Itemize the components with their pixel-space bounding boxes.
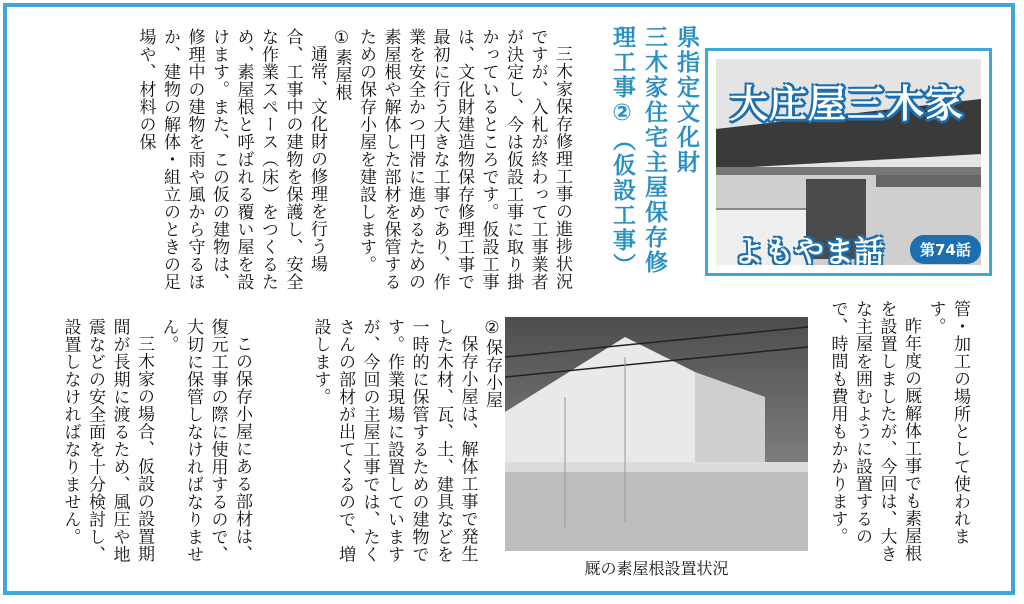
series-subtitle: よもやま話 — [734, 235, 884, 265]
scaffold-illustration — [505, 317, 808, 551]
section1-continued: 管・加工の場所として使われます。 — [925, 300, 970, 545]
house-photo — [716, 59, 981, 265]
section2-paragraph-3: 三木家の場合、仮設の設置期間が長期に渡るため、風圧や地震などの安全面を十分検討し、設置しなければなりません。 — [60, 318, 154, 563]
top-text-block — [14, 28, 574, 293]
section2-heading: ②保存小屋 — [482, 318, 502, 409]
series-title: 大庄屋三木家 — [730, 82, 965, 126]
series-badge — [705, 48, 992, 276]
intro-paragraph: 三木家保存修理工事の進捗状況ですが、入札が終わって工事業者が決定し、今は仮設工事に取り掛かっているところです。仮設工事は、文化財建造物保存修理工事で最初に行う大きな工事であり、作業を安全かつ円滑に進めるための素屋根や解体した部材を保管するための保存小屋を建設します。 — [356, 28, 572, 291]
section1-paragraph-2: 昨年度の厩解体工事でも素屋根を設置しましたが、今回は、大きな主屋を囲むように設置するので、時間も費用もかかります。 — [827, 300, 921, 563]
title-line-3: 理工事②（仮設工事） — [609, 25, 635, 278]
continuation-block — [802, 300, 972, 575]
photo-caption: 厩の素屋根設置状況 — [584, 559, 729, 578]
section1-body: 通常、文化財の修理を行う場合、工事中の建物を保護し、安全な作業スペース（床）をつくるため、素屋根と呼ばれる覆い屋を設けます。また、この仮の建物は、修理中の建物を雨や風から守るほか、建物の解体・組立のときの足場や、材料の保 — [135, 28, 327, 291]
scaffold-photo — [505, 317, 808, 551]
article-title — [606, 25, 702, 295]
section2-block — [264, 318, 504, 578]
title-line-1: 県指定文化財 — [673, 25, 699, 175]
title-line-2: 三木家住宅主屋保存修 — [641, 25, 667, 275]
section2-paragraph-2: この保存小屋にある部材は、復元工事の際に使用するので、大切に保管しなければなりません。 — [158, 318, 252, 563]
closing-block — [22, 318, 254, 578]
episode-badge: 第74話 — [910, 235, 981, 264]
section1-heading: ①素屋根 — [331, 28, 352, 101]
section2-body: 保存小屋は、解体工事で発生した木材、瓦、土、建具などを一時的に保管するための建物です。作業現場に設置していますが、今回の主屋工事では、たくさんの部材が出てくるので、増設します。 — [310, 318, 478, 563]
